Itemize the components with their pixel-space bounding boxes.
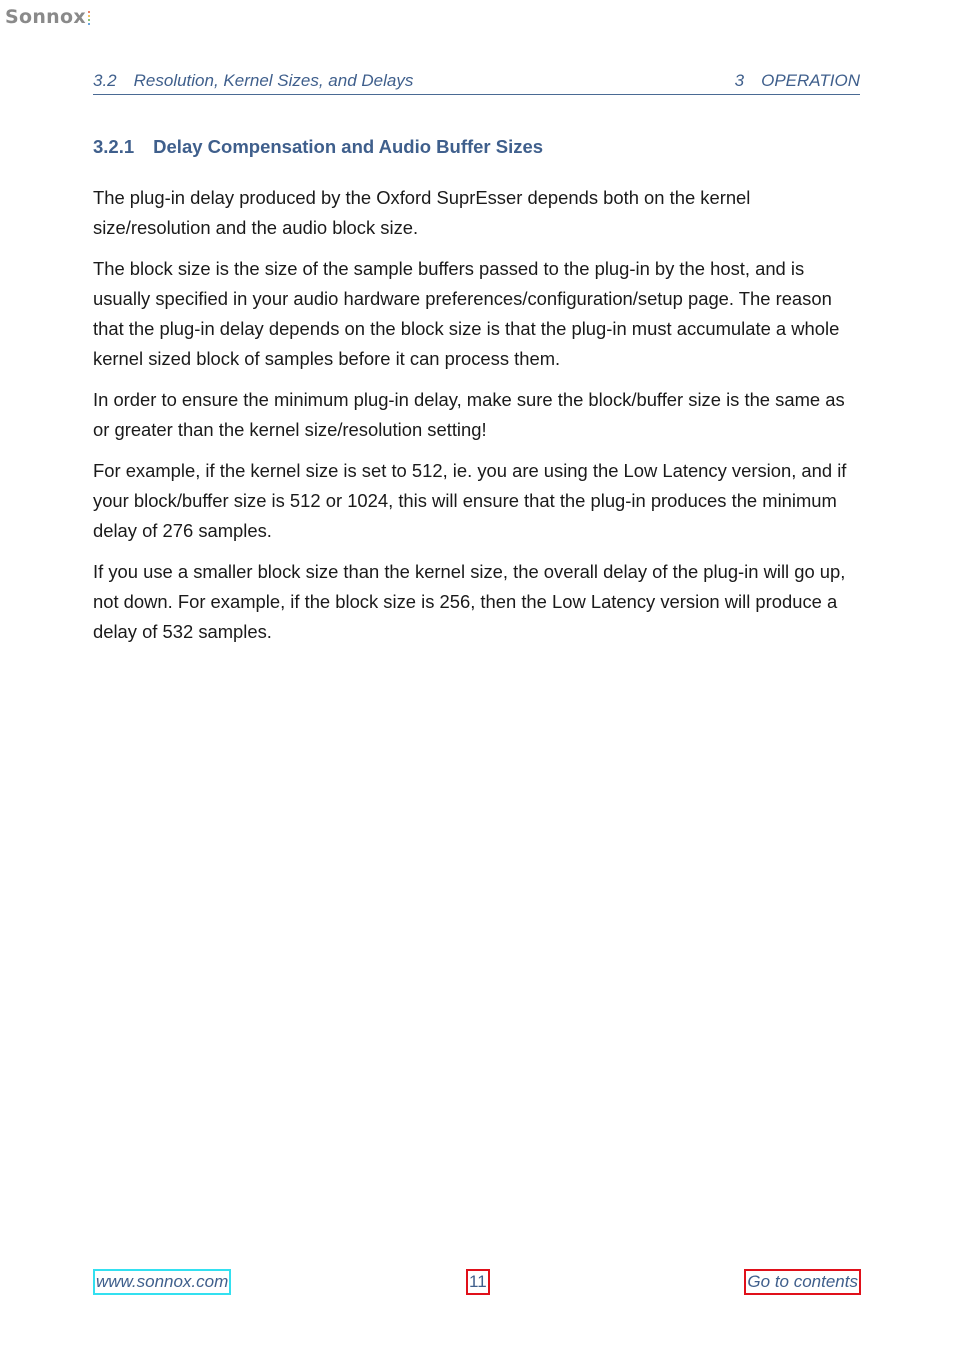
header-section-number: 3.2 — [93, 71, 117, 90]
go-to-contents-link[interactable]: Go to contents — [744, 1269, 861, 1295]
logo-dot — [88, 19, 90, 21]
website-link[interactable]: www.sonnox.com — [93, 1269, 231, 1295]
paragraph: If you use a smaller block size than the kernel size, the overall delay of the plug-in will go up, not down. For example, if the block size is 256, then the Low Latency version will produce a delay of 532 samples. — [93, 561, 846, 642]
header-section — [93, 71, 413, 91]
logo-dot — [88, 23, 90, 25]
paragraph: The plug-in delay produced by the Oxford SuprEsser depends both on the kernel size/resolution and the audio block size. — [93, 187, 751, 238]
paragraph: The block size is the size of the sample buffers passed to the plug-in by the host, and is usually specified in your audio hardware preferences/configuration/setup page. The reason that the plug-in delay depends on the block size is that the plug-in must accumulate a whole kernel sized block of samples before it can process them. — [93, 258, 840, 369]
logo-dot — [88, 11, 90, 13]
running-header — [93, 70, 860, 95]
header-chapter — [735, 71, 860, 91]
section-title: Delay Compensation and Audio Buffer Sizes — [153, 136, 544, 157]
logo-text: Sonnox — [5, 6, 86, 28]
sonnox-logo — [5, 6, 90, 28]
paragraph: In order to ensure the minimum plug-in delay, make sure the block/buffer size is the same as or greater than the kernel size/resolution setting! — [93, 389, 845, 440]
body-text — [93, 183, 863, 658]
logo-dot — [88, 15, 90, 17]
header-section-title: Resolution, Kernel Sizes, and Delays — [133, 71, 414, 90]
section-heading — [93, 136, 543, 158]
page-number-link[interactable]: 11 — [466, 1269, 490, 1295]
header-chapter-number: 3 — [734, 71, 745, 90]
paragraph: For example, if the kernel size is set to 512, ie. you are using the Low Latency version, and if your block/buffer size is 512 or 1024, this will ensure that the plug-in produces the minimum delay of 276 samples. — [93, 460, 847, 541]
header-chapter-title: OPERATION — [761, 71, 860, 90]
section-number: 3.2.1 — [93, 136, 135, 157]
logo-dots-icon — [88, 11, 90, 25]
